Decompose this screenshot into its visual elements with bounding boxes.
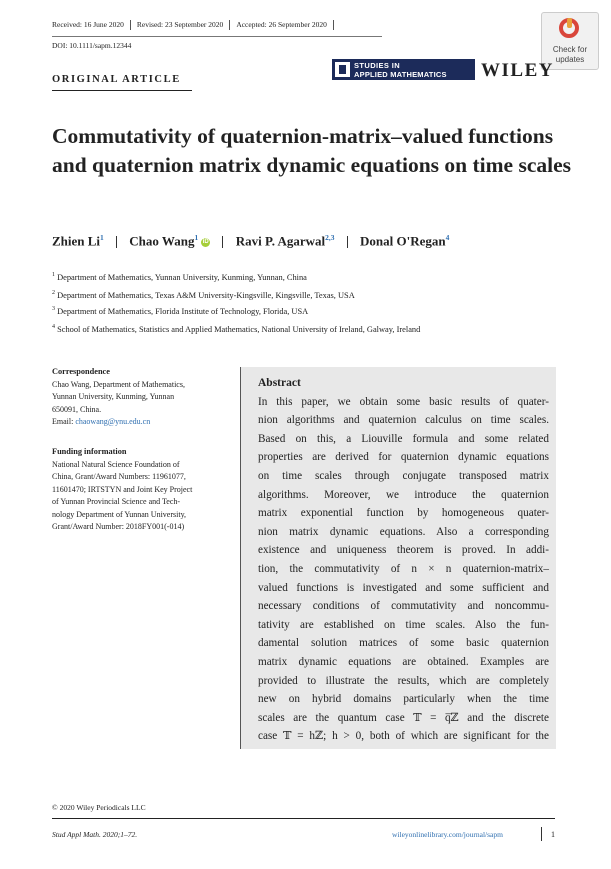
- footer-divider: [52, 818, 555, 819]
- abstract-line: necessary conditions of commutativity and noncommu-: [258, 600, 549, 613]
- author-list: [52, 233, 449, 249]
- abstract-line: nion algorithms and quaternion calculus on time scales.: [258, 414, 549, 427]
- abstract-line: In this paper, we obtain some basic results of quater-: [258, 395, 549, 408]
- journal-logo: [332, 59, 475, 80]
- journal-name-line2: APPLIED MATHEMATICS: [354, 70, 447, 79]
- funding-heading: Funding information: [52, 447, 127, 456]
- journal-mark-icon: [335, 62, 350, 77]
- abstract-line: valued functions is investigated and some sufficient and: [258, 581, 549, 594]
- abstract-line: on time scales through conjugate transposed matrix: [258, 469, 549, 482]
- abstract-line: provided to illustrate the results, which are completely: [258, 674, 549, 687]
- funding-line: 11601470; IRTSTYN and Joint Key Project: [52, 484, 193, 494]
- received-date: Received: 16 June 2020: [52, 20, 124, 29]
- article-type: ORIGINAL ARTICLE: [52, 74, 181, 85]
- funding-line: China, Grant/Award Numbers: 11961077,: [52, 472, 186, 481]
- abstract-line: tion, the commutativity of n × n quaternion-matrix–: [258, 562, 549, 575]
- correspondence-line: Yunnan University, Kunming, Yunnan: [52, 392, 175, 401]
- abstract-line: nion matrix dynamic equations. Also a corresponding: [258, 525, 549, 538]
- abstract-line: matrix dynamic equations are obtained. Examples are: [258, 655, 549, 668]
- affiliation: $^1$ Department of Mathematics, Yunnan University, Kunming, Yunnan, China: [52, 272, 307, 282]
- abstract-heading: Abstract: [258, 377, 301, 389]
- abstract-line: Based on this, a Liouville formula and some related: [258, 432, 549, 445]
- author-affiliation-ref: 2,3: [325, 233, 335, 242]
- revised-date: Revised: 23 September 2020: [136, 20, 224, 29]
- crossmark-icon: [559, 18, 579, 38]
- journal-name-line1: STUDIES IN: [354, 61, 401, 70]
- journal-url-link[interactable]: wileyonlinelibrary.com/journal/sapm: [392, 830, 503, 839]
- abstract-box: [240, 367, 556, 749]
- funding-line: Grant/Award Number: 2018FY001(-014): [52, 522, 185, 531]
- abstract-line: existence and uniqueness theorem is proved. In addi-: [258, 544, 549, 557]
- author-name[interactable]: Chao Wang: [129, 233, 195, 249]
- author-name[interactable]: Ravi P. Agarwal: [235, 233, 326, 249]
- author-name[interactable]: Zhien Li: [52, 233, 101, 249]
- abstract-line: damental solution matrices of some basic quaternion: [258, 637, 549, 650]
- email-label: Email:: [52, 417, 76, 426]
- affiliation: $^2$ Department of Mathematics, Texas A&M University-Kingsville, Kingsville, Texas, USA: [52, 290, 355, 300]
- badge-label-line1: Check for: [552, 45, 588, 54]
- abstract-line: scales are the quantum case 𝕋 = q̅ℤ and the discrete: [258, 711, 549, 724]
- publication-dates: [52, 20, 382, 34]
- author-affiliation-ref: 1: [100, 233, 104, 242]
- abstract-line: new on hybrid domains particularly when the time: [258, 693, 549, 706]
- funding-line: National Natural Science Foundation of: [52, 459, 180, 469]
- badge-label-line2: updates: [555, 55, 585, 64]
- funding-line: of Yunnan Provincial Science and Tech-: [52, 497, 181, 506]
- article-type-underline: [52, 90, 192, 91]
- email-link[interactable]: chaowang@ynu.edu.cn: [75, 417, 151, 426]
- footer-separator: [541, 827, 542, 841]
- correspondence-line: 650091, China.: [52, 404, 102, 414]
- correspondence-block: [52, 366, 230, 429]
- affiliation: $^3$ Department of Mathematics, Florida Institute of Technology, Florida, USA: [52, 306, 309, 316]
- author-name[interactable]: Donal O'Regan: [360, 233, 446, 249]
- correspondence-heading: Correspondence: [52, 367, 110, 376]
- author-affiliation-ref: 4: [445, 233, 450, 242]
- funding-block: [52, 446, 230, 534]
- correspondence-line: Chao Wang, Department of Mathematics,: [52, 379, 185, 389]
- accepted-date: Accepted: 26 September 2020: [236, 20, 327, 29]
- author-affiliation-ref: 1: [194, 233, 199, 242]
- publisher-logo: WILEY: [481, 60, 554, 81]
- citation: Stud Appl Math. 2020;1–72.: [52, 830, 138, 839]
- header-divider: [52, 36, 382, 37]
- abstract-line: matrix exponential function by homogeneous quater-: [258, 507, 549, 520]
- abstract-line: properties are derived for quaternion dynamic equations: [258, 451, 549, 464]
- article-title: Commutativity of quaternion-matrix–valued functions and quaternion matrix dynamic equations on time scales: [52, 124, 572, 177]
- funding-line: nology Department of Yunnan University,: [52, 509, 187, 519]
- affiliation: $^4$ School of Mathematics, Statistics and Applied Mathematics, National University of Ireland, Galway, Ireland: [52, 324, 421, 334]
- orcid-icon[interactable]: iD: [202, 238, 209, 245]
- abstract-line: case 𝕋 = hℤ; h > 0, both of which are significant for the: [258, 730, 549, 743]
- doi[interactable]: DOI: 10.1111/sapm.12344: [52, 41, 132, 50]
- abstract-line: tativity are established on time scales. Also the fun-: [258, 618, 549, 631]
- copyright: © 2020 Wiley Periodicals LLC: [52, 803, 146, 812]
- abstract-line: algorithms. Moreover, we introduce the quaternion: [258, 488, 549, 501]
- page-number: 1: [551, 830, 555, 839]
